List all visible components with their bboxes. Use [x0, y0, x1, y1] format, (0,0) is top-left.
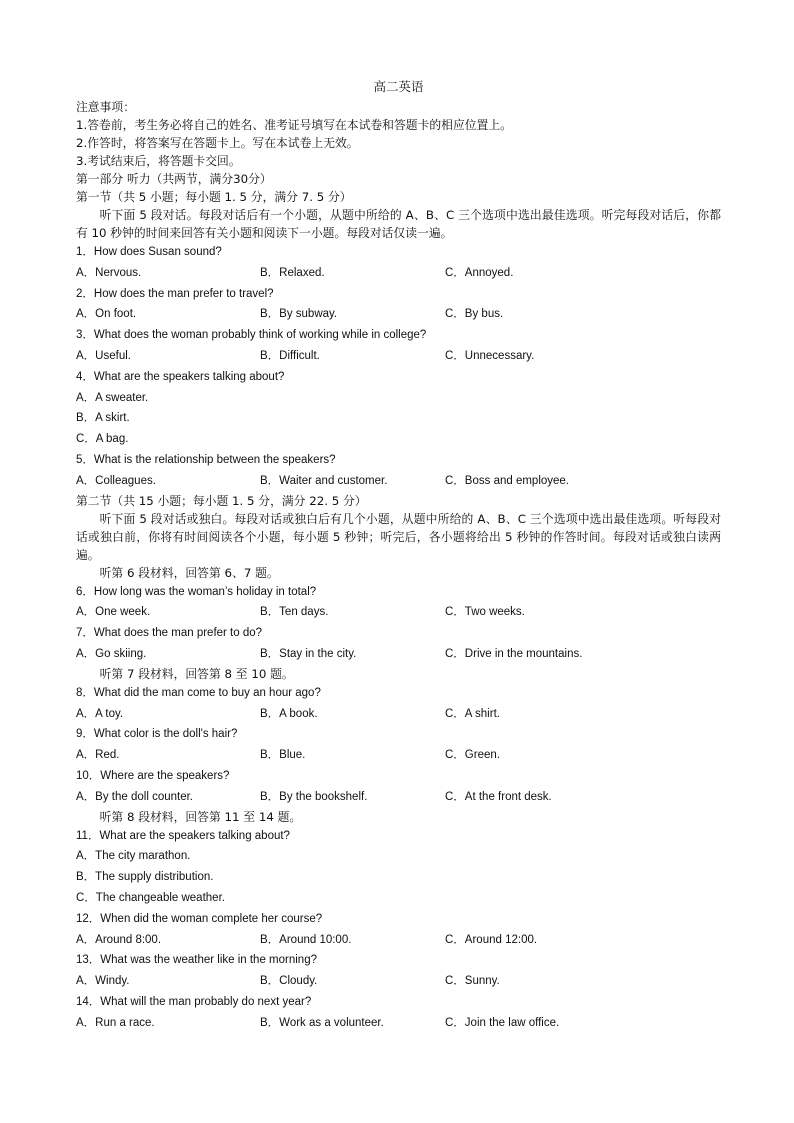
section2-questions-c [76, 826, 721, 1034]
notice-item: 2.作答时，将答案写在答题卡上。写在本试卷上无效。 [76, 136, 359, 150]
question-text [76, 724, 721, 745]
question-text [76, 367, 721, 388]
answer-option[interactable]: C．The changeable weather. [76, 891, 225, 904]
question-text [76, 766, 721, 787]
page-title: 高二英语 [373, 79, 424, 94]
option-row [76, 704, 721, 725]
question-stem: How does Susan sound? [93, 246, 222, 258]
question-stem: How long was the woman’s holiday in total? [93, 585, 317, 598]
question-stem: What will the man probably do next year? [100, 995, 312, 1008]
question-number: 3． [76, 329, 94, 342]
question-stem: How does the man prefer to travel? [93, 287, 274, 300]
option-row [76, 745, 721, 766]
answer-option[interactable]: B．Stay in the city. [260, 647, 357, 660]
question-stem: When did the woman complete her course? [100, 912, 323, 925]
question-number: 14． [76, 995, 101, 1008]
question-text [76, 826, 721, 847]
question-number: 5． [76, 453, 94, 466]
answer-option[interactable]: B．Cloudy. [260, 975, 318, 988]
answer-option[interactable]: C．By bus. [445, 308, 504, 321]
option-row [76, 471, 721, 492]
section-heading: 第二节（共 15 小题；每小题 1. 5 分，满分 22. 5 分） [76, 493, 367, 508]
answer-option[interactable]: C．Annoyed. [445, 266, 514, 279]
question-text [76, 325, 721, 346]
answer-option[interactable]: B．Difficult. [260, 349, 320, 362]
question-number: 4． [76, 370, 94, 383]
question-stem: What was the weather like in the morning? [100, 954, 317, 967]
answer-option[interactable]: A．Colleagues. [76, 474, 156, 487]
answer-option[interactable]: C．Sunny. [445, 975, 500, 988]
answer-option[interactable]: A．A sweater. [76, 391, 149, 404]
answer-option[interactable]: A．Run a race. [76, 1016, 155, 1029]
question-stem: What are the speakers talking about? [93, 370, 285, 383]
question-text [76, 683, 721, 704]
answer-option[interactable]: A．Nervous. [76, 266, 142, 279]
question-text [76, 582, 721, 603]
option-row [76, 930, 721, 951]
material-note: 听第 7 段材料，回答第 8 至 10 题。 [99, 666, 294, 681]
option-row [76, 263, 721, 284]
answer-option[interactable]: C．Boss and employee. [445, 474, 570, 487]
answer-option[interactable]: A．Go skiing. [76, 647, 147, 660]
answer-option[interactable]: C．Join the law office. [445, 1016, 560, 1029]
notice-heading: 注意事项： [76, 100, 135, 114]
question-stem: What are the speakers talking about? [99, 829, 290, 842]
option-row [76, 346, 721, 367]
answer-option[interactable]: C．Two weeks. [445, 606, 525, 619]
question-text [76, 992, 721, 1013]
question-number: 12． [76, 912, 101, 925]
question-text [76, 623, 721, 644]
option-row [76, 787, 721, 808]
answer-option[interactable]: B．A book. [260, 707, 318, 720]
answer-option[interactable]: A．Windy. [76, 975, 130, 988]
question-number: 8． [76, 686, 94, 699]
answer-option[interactable]: A．By the doll counter. [76, 790, 193, 803]
question-number: 9． [76, 728, 94, 741]
question-text [76, 909, 721, 930]
answer-option[interactable]: C．At the front desk. [445, 790, 552, 803]
question-number: 6． [76, 585, 94, 598]
answer-option[interactable]: C．A bag. [76, 433, 129, 446]
section2-questions-b [76, 683, 721, 808]
answer-option[interactable]: B．Around 10:00. [260, 933, 352, 946]
answer-option[interactable]: C．A shirt. [445, 707, 500, 720]
answer-option[interactable]: C．Around 12:00. [445, 933, 538, 946]
question-text [76, 450, 721, 471]
question-number: 11． [76, 829, 100, 842]
question-stem: What is the relationship between the speakers? [93, 453, 336, 466]
answer-option[interactable]: A．Useful. [76, 349, 131, 362]
material-note: 听第 6 段材料，回答第 6、7 题。 [99, 565, 279, 580]
question-number: 1． [76, 246, 94, 258]
question-stem: What did the man come to buy an hour ago? [93, 686, 321, 699]
answer-option[interactable]: B．Work as a volunteer. [260, 1016, 384, 1029]
answer-option[interactable]: C．Drive in the mountains. [445, 647, 583, 660]
question-stem: Where are the speakers? [100, 769, 230, 782]
answer-option[interactable]: A．The city marathon. [76, 850, 191, 863]
section-heading: 第一节（共 5 小题；每小题 1. 5 分，满分 7. 5 分） [76, 190, 352, 204]
answer-option[interactable]: B．Waiter and customer. [260, 474, 388, 487]
option-row [76, 602, 721, 623]
question-text [76, 284, 721, 305]
question-number: 2． [76, 287, 94, 300]
option-row [76, 644, 721, 665]
option-row [76, 971, 721, 992]
answer-option[interactable]: B．Ten days. [260, 606, 329, 619]
answer-option[interactable]: A．A toy. [76, 707, 124, 720]
answer-option[interactable]: A．On foot. [76, 308, 137, 321]
answer-option[interactable]: A．Around 8:00. [76, 933, 162, 946]
question-number: 10． [76, 769, 101, 782]
section-instruction: 听下面 5 段对话或独白。每段对话或独白后有几个小题，从题中所给的 A、B、C 三个选项中选出最佳选项。听每段对话或独白前，你将有时间阅读各个小题，每小题 5 秒钟；听完后，各小题将给出 5 秒钟的作答时间。每段对话或独白读两遍。 [76, 511, 721, 562]
exam-page [76, 78, 721, 1034]
answer-option[interactable]: B．A skirt. [76, 412, 130, 425]
answer-option[interactable]: C．Unnecessary. [445, 349, 535, 362]
question-stem: What does the woman probably think of working while in college? [93, 329, 427, 342]
answer-option[interactable]: B．The supply distribution. [76, 871, 214, 884]
question-number: 7． [76, 627, 94, 640]
answer-option[interactable]: B．By the bookshelf. [260, 790, 368, 803]
question-stem: What does the man prefer to do? [93, 627, 263, 640]
answer-option[interactable]: C．Green. [445, 749, 500, 762]
answer-option[interactable]: B．Relaxed. [260, 266, 325, 279]
answer-option[interactable]: B．By subway. [260, 308, 338, 321]
section-instruction: 听下面 5 段对话。每段对话后有一个小题，从题中所给的 A、B、C 三个选项中选出最佳选项。听完每段对话后，你都有 10 秒钟的时间来回答有关小题和阅读下一小题。每段对话仅读一遍。 [76, 208, 721, 240]
option-row [76, 304, 721, 325]
answer-option[interactable]: B．Blue. [260, 749, 306, 762]
notice-item: 3.考试结束后，将答题卡交回。 [76, 154, 241, 168]
section1-questions [76, 242, 721, 492]
question-text [76, 242, 721, 263]
question-text [76, 950, 721, 971]
option-row [76, 1013, 721, 1034]
answer-option[interactable]: A．Red. [76, 749, 120, 762]
question-number: 13． [76, 954, 101, 967]
material-note: 听第 8 段材料，回答第 11 至 14 题。 [99, 809, 302, 824]
section2-questions-a [76, 582, 721, 665]
question-stem: What color is the doll's hair? [93, 728, 238, 741]
answer-option[interactable]: A．One week. [76, 606, 151, 619]
notice-item: 1.答卷前，考生务必将自己的姓名、准考证号填写在本试卷和答题卡的相应位置上。 [76, 118, 512, 132]
part-heading: 第一部分 听力（共两节，满分30分） [76, 172, 272, 186]
